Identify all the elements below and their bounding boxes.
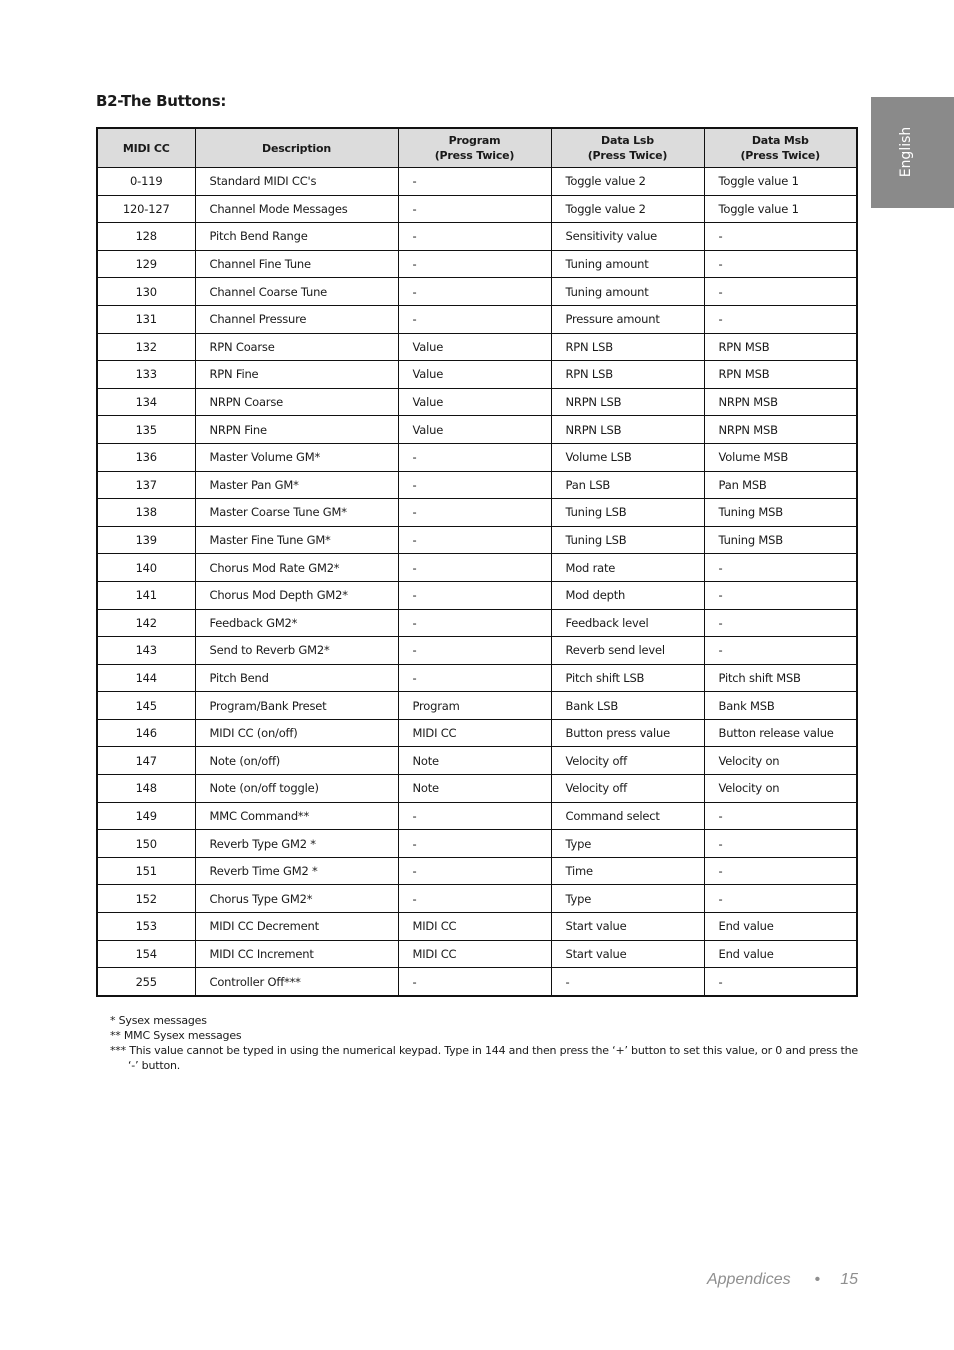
table-row: [97, 305, 857, 333]
cell-data-msb: Toggle value 1: [704, 195, 857, 223]
cell-data-lsb: NRPN LSB: [551, 416, 704, 444]
cell-data-lsb: RPN LSB: [551, 333, 704, 361]
cell-program: -: [398, 250, 551, 278]
cell-program: Program: [398, 692, 551, 720]
cell-data-msb: NRPN MSB: [704, 416, 857, 444]
cell-midi-cc: 133: [97, 361, 195, 389]
cell-description: Reverb Time GM2 *: [195, 857, 398, 885]
cell-program: -: [398, 802, 551, 830]
header-data-lsb: Data Lsb (Press Twice): [551, 128, 704, 168]
table-row: [97, 940, 857, 968]
table-row: [97, 388, 857, 416]
cell-description: MIDI CC Decrement: [195, 913, 398, 941]
table-row: [97, 333, 857, 361]
cell-data-msb: Velocity on: [704, 747, 857, 775]
cell-data-lsb: Type: [551, 830, 704, 858]
table-row: [97, 637, 857, 665]
cell-program: -: [398, 857, 551, 885]
cell-data-msb: Pitch shift MSB: [704, 664, 857, 692]
page-footer: [707, 1271, 858, 1289]
table-row: [97, 830, 857, 858]
cell-description: Master Pan GM*: [195, 471, 398, 499]
footnote-sysex: * Sysex messages: [110, 1014, 207, 1027]
table-row: [97, 361, 857, 389]
cell-description: Chorus Mod Depth GM2*: [195, 581, 398, 609]
cell-midi-cc: 148: [97, 775, 195, 803]
cell-data-lsb: Pressure amount: [551, 305, 704, 333]
cell-program: -: [398, 278, 551, 306]
cell-program: -: [398, 195, 551, 223]
cell-midi-cc: 134: [97, 388, 195, 416]
cell-midi-cc: 142: [97, 609, 195, 637]
cell-data-msb: -: [704, 278, 857, 306]
cell-data-msb: Pan MSB: [704, 471, 857, 499]
cell-midi-cc: 0-119: [97, 168, 195, 196]
cell-data-msb: Button release value: [704, 719, 857, 747]
cell-description: Note (on/off toggle): [195, 775, 398, 803]
cell-program: -: [398, 664, 551, 692]
language-tab: [871, 97, 954, 208]
cell-midi-cc: 141: [97, 581, 195, 609]
cell-data-msb: Toggle value 1: [704, 168, 857, 196]
cell-data-lsb: Pitch shift LSB: [551, 664, 704, 692]
cell-data-msb: Volume MSB: [704, 443, 857, 471]
header-description: Description: [195, 128, 398, 168]
table-row: [97, 499, 857, 527]
table-header-row: [97, 128, 857, 168]
cell-description: Channel Fine Tune: [195, 250, 398, 278]
cell-midi-cc: 128: [97, 223, 195, 251]
cell-data-lsb: Tuning LSB: [551, 499, 704, 527]
table-row: [97, 609, 857, 637]
cell-midi-cc: 120-127: [97, 195, 195, 223]
cell-program: -: [398, 637, 551, 665]
cell-data-lsb: Tuning amount: [551, 278, 704, 306]
table-row: [97, 692, 857, 720]
cell-data-msb: Velocity on: [704, 775, 857, 803]
cell-midi-cc: 151: [97, 857, 195, 885]
table-row: [97, 250, 857, 278]
cell-data-msb: Bank MSB: [704, 692, 857, 720]
cell-description: MIDI CC (on/off): [195, 719, 398, 747]
cell-description: NRPN Coarse: [195, 388, 398, 416]
cell-data-lsb: Mod depth: [551, 581, 704, 609]
cell-data-lsb: Tuning LSB: [551, 526, 704, 554]
cell-midi-cc: 255: [97, 968, 195, 996]
table-row: [97, 913, 857, 941]
cell-data-lsb: Sensitivity value: [551, 223, 704, 251]
cell-data-lsb: -: [551, 968, 704, 996]
cell-data-msb: End value: [704, 913, 857, 941]
cell-data-lsb: Bank LSB: [551, 692, 704, 720]
cell-data-lsb: Tuning amount: [551, 250, 704, 278]
cell-data-msb: -: [704, 968, 857, 996]
cell-program: -: [398, 223, 551, 251]
cell-program: Value: [398, 388, 551, 416]
table-row: [97, 168, 857, 196]
table-row: [97, 223, 857, 251]
cell-data-msb: Tuning MSB: [704, 499, 857, 527]
table-row: [97, 526, 857, 554]
table-row: [97, 195, 857, 223]
cell-midi-cc: 130: [97, 278, 195, 306]
cell-midi-cc: 131: [97, 305, 195, 333]
footer-section: Appendices: [706, 1271, 791, 1288]
cell-program: -: [398, 581, 551, 609]
cell-data-lsb: Velocity off: [551, 775, 704, 803]
footnote-mmc: ** MMC Sysex messages: [110, 1029, 242, 1042]
cell-description: Pitch Bend Range: [195, 223, 398, 251]
cell-midi-cc: 129: [97, 250, 195, 278]
cell-data-lsb: Start value: [551, 940, 704, 968]
cell-program: MIDI CC: [398, 719, 551, 747]
footer-separator: •: [814, 1271, 821, 1288]
cell-data-msb: -: [704, 637, 857, 665]
footnote-controller-off: *** This value cannot be typed in using the numerical keypad. Type in 144 and then press the ‘+’ button to set this value, or 0 and press the ‘-’ button.: [110, 1044, 858, 1072]
cell-midi-cc: 132: [97, 333, 195, 361]
cell-program: MIDI CC: [398, 913, 551, 941]
cell-program: Value: [398, 416, 551, 444]
table-row: [97, 554, 857, 582]
cell-data-msb: NRPN MSB: [704, 388, 857, 416]
cell-data-lsb: Type: [551, 885, 704, 913]
cell-description: Program/Bank Preset: [195, 692, 398, 720]
cell-program: Value: [398, 333, 551, 361]
cell-program: -: [398, 305, 551, 333]
table-row: [97, 885, 857, 913]
cell-midi-cc: 135: [97, 416, 195, 444]
cell-midi-cc: 140: [97, 554, 195, 582]
cell-description: Standard MIDI CC's: [195, 168, 398, 196]
cell-data-lsb: Pan LSB: [551, 471, 704, 499]
table-row: [97, 443, 857, 471]
cell-data-lsb: NRPN LSB: [551, 388, 704, 416]
table-row: [97, 802, 857, 830]
cell-data-msb: -: [704, 885, 857, 913]
table-row: [97, 471, 857, 499]
cell-data-msb: -: [704, 305, 857, 333]
table-row: [97, 857, 857, 885]
cell-data-lsb: Feedback level: [551, 609, 704, 637]
cell-data-msb: -: [704, 609, 857, 637]
cell-data-lsb: Reverb send level: [551, 637, 704, 665]
cell-midi-cc: 146: [97, 719, 195, 747]
cell-data-msb: -: [704, 554, 857, 582]
cell-description: MMC Command**: [195, 802, 398, 830]
header-data-msb: Data Msb (Press Twice): [704, 128, 857, 168]
cell-midi-cc: 154: [97, 940, 195, 968]
cell-program: -: [398, 526, 551, 554]
cell-description: NRPN Fine: [195, 416, 398, 444]
cell-description: Note (on/off): [195, 747, 398, 775]
table-row: [97, 581, 857, 609]
cell-midi-cc: 139: [97, 526, 195, 554]
page-number: 15: [840, 1271, 858, 1288]
cell-description: RPN Coarse: [195, 333, 398, 361]
cell-description: Chorus Mod Rate GM2*: [195, 554, 398, 582]
cell-data-msb: -: [704, 802, 857, 830]
table-row: [97, 747, 857, 775]
cell-data-msb: -: [704, 250, 857, 278]
cell-program: -: [398, 443, 551, 471]
cell-program: Note: [398, 775, 551, 803]
cell-data-lsb: Command select: [551, 802, 704, 830]
cell-description: Pitch Bend: [195, 664, 398, 692]
cell-description: Master Coarse Tune GM*: [195, 499, 398, 527]
cell-data-msb: RPN MSB: [704, 333, 857, 361]
table-row: [97, 968, 857, 996]
section-title: B2-The Buttons:: [96, 92, 227, 110]
cell-data-lsb: Toggle value 2: [551, 195, 704, 223]
cell-data-lsb: RPN LSB: [551, 361, 704, 389]
footnotes: [110, 1013, 858, 1073]
cell-data-lsb: Button press value: [551, 719, 704, 747]
cell-midi-cc: 145: [97, 692, 195, 720]
cell-data-lsb: Velocity off: [551, 747, 704, 775]
cell-midi-cc: 144: [97, 664, 195, 692]
cell-program: -: [398, 471, 551, 499]
cell-program: -: [398, 968, 551, 996]
cell-data-msb: -: [704, 223, 857, 251]
table-body: [97, 168, 857, 996]
cell-program: Value: [398, 361, 551, 389]
cell-midi-cc: 153: [97, 913, 195, 941]
cell-program: -: [398, 554, 551, 582]
cell-midi-cc: 147: [97, 747, 195, 775]
cell-program: -: [398, 885, 551, 913]
table-row: [97, 719, 857, 747]
header-program: Program (Press Twice): [398, 128, 551, 168]
cell-data-msb: -: [704, 581, 857, 609]
cell-program: -: [398, 609, 551, 637]
cell-program: MIDI CC: [398, 940, 551, 968]
header-midi-cc: MIDI CC: [97, 128, 195, 168]
cell-data-lsb: Time: [551, 857, 704, 885]
cell-data-msb: -: [704, 857, 857, 885]
cell-midi-cc: 136: [97, 443, 195, 471]
cell-data-msb: -: [704, 830, 857, 858]
cell-midi-cc: 150: [97, 830, 195, 858]
cell-description: Master Volume GM*: [195, 443, 398, 471]
cell-data-msb: RPN MSB: [704, 361, 857, 389]
cell-program: Note: [398, 747, 551, 775]
cell-midi-cc: 138: [97, 499, 195, 527]
table-row: [97, 775, 857, 803]
cell-description: Channel Pressure: [195, 305, 398, 333]
table-row: [97, 278, 857, 306]
cell-midi-cc: 149: [97, 802, 195, 830]
cell-description: Send to Reverb GM2*: [195, 637, 398, 665]
cell-description: Feedback GM2*: [195, 609, 398, 637]
cell-description: Channel Coarse Tune: [195, 278, 398, 306]
cell-description: Controller Off***: [195, 968, 398, 996]
cell-data-msb: Tuning MSB: [704, 526, 857, 554]
cell-data-lsb: Toggle value 2: [551, 168, 704, 196]
cell-description: Master Fine Tune GM*: [195, 526, 398, 554]
table-row: [97, 416, 857, 444]
buttons-table: [96, 127, 858, 997]
cell-description: MIDI CC Increment: [195, 940, 398, 968]
cell-description: Chorus Type GM2*: [195, 885, 398, 913]
language-tab-label: English: [898, 126, 914, 178]
cell-description: Reverb Type GM2 *: [195, 830, 398, 858]
table-row: [97, 664, 857, 692]
cell-description: RPN Fine: [195, 361, 398, 389]
cell-midi-cc: 143: [97, 637, 195, 665]
cell-data-lsb: Volume LSB: [551, 443, 704, 471]
cell-program: -: [398, 168, 551, 196]
cell-program: -: [398, 830, 551, 858]
cell-data-lsb: Mod rate: [551, 554, 704, 582]
cell-data-msb: End value: [704, 940, 857, 968]
cell-data-lsb: Start value: [551, 913, 704, 941]
cell-description: Channel Mode Messages: [195, 195, 398, 223]
cell-program: -: [398, 499, 551, 527]
cell-midi-cc: 137: [97, 471, 195, 499]
cell-midi-cc: 152: [97, 885, 195, 913]
